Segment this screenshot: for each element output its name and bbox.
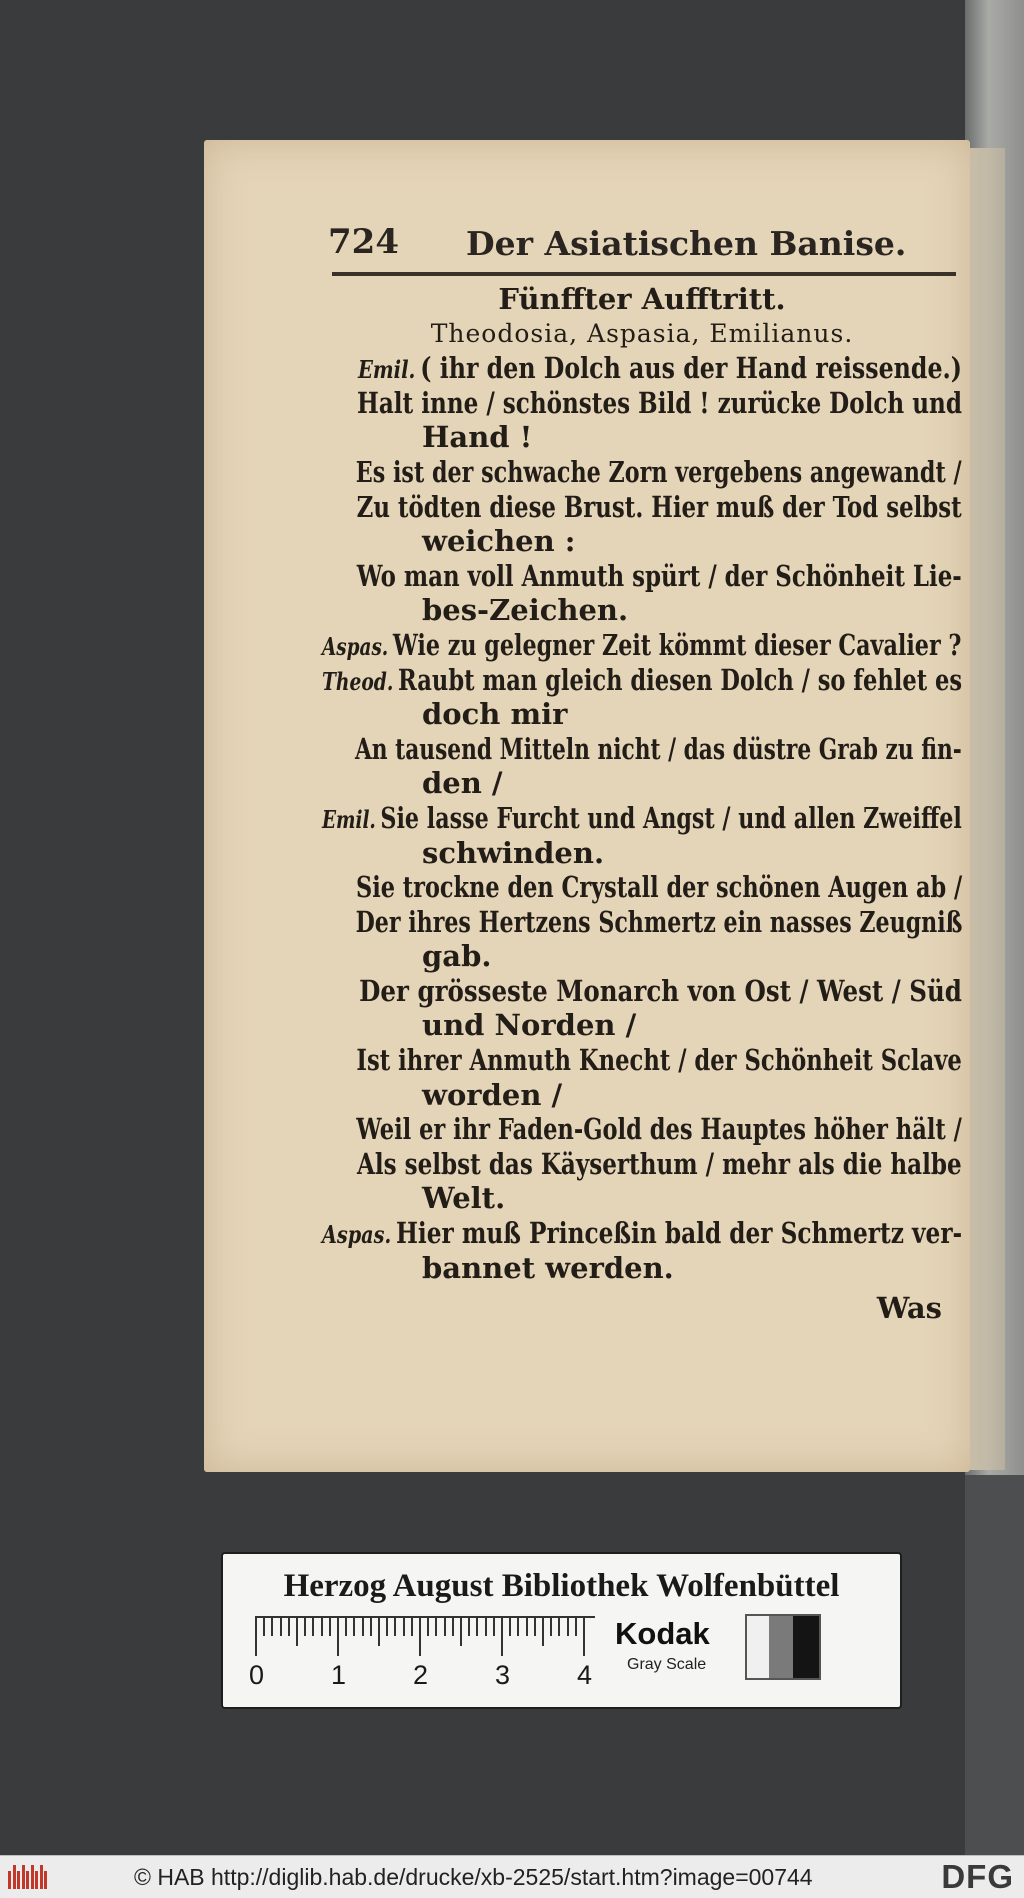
- barcode-bar: [22, 1865, 25, 1889]
- kodak-logo: Kodak: [615, 1616, 710, 1651]
- ruler-tick: [296, 1616, 298, 1646]
- ruler-tick: [526, 1616, 528, 1636]
- ruler-tick: [419, 1616, 421, 1656]
- line-text: doch mir: [422, 697, 568, 732]
- ruler-tick: [263, 1616, 265, 1636]
- line-text: Als selbst das Käyserthum / mehr als die halbe: [356, 1146, 962, 1181]
- text-line: [322, 1043, 962, 1078]
- ruler-tick: [575, 1616, 577, 1636]
- text-line: [322, 351, 963, 386]
- text-line: [322, 731, 962, 767]
- dialogue-lines: [322, 351, 962, 1285]
- ruler-tick: [271, 1616, 273, 1636]
- next-page-edge: [965, 148, 1005, 1470]
- ruler-tick: [345, 1616, 347, 1636]
- text-line: [322, 662, 963, 698]
- text-line: [322, 420, 962, 455]
- line-text: Sie lasse Furcht und Angst / und allen Zweiffel: [380, 800, 962, 835]
- color-calibration-card: [221, 1552, 902, 1709]
- barcode-bar: [44, 1871, 47, 1889]
- barcode-bar: [31, 1865, 34, 1889]
- scale-ruler: [255, 1616, 595, 1658]
- barcode-bar: [26, 1871, 29, 1889]
- line-text: Weil er ihr Faden-Gold des Hauptes höher hält /: [356, 1112, 962, 1147]
- ruler-tick: [321, 1616, 323, 1636]
- line-text: Wo man voll Anmuth spürt / der Schönheit Lie-: [356, 558, 962, 593]
- source-link[interactable]: © HAB http://diglib.hab.de/drucke/xb-2525/start.htm?image=00744: [134, 1864, 813, 1890]
- line-text: und Norden /: [422, 1008, 637, 1043]
- text-line: [322, 1181, 962, 1216]
- text-line: [322, 939, 962, 974]
- text-line: [322, 800, 962, 836]
- ruler-tick: [517, 1616, 519, 1636]
- ruler-tick: [403, 1616, 405, 1636]
- running-title: Der Asiatischen Banise.: [466, 224, 907, 263]
- character-list: Theodosia, Aspasia, Emilianus.: [430, 318, 854, 348]
- ruler-tick: [444, 1616, 446, 1636]
- ruler-tick: [435, 1616, 437, 1636]
- text-line: [322, 1146, 962, 1182]
- line-text: schwinden.: [422, 835, 605, 870]
- gray-scale-label: Gray Scale: [627, 1656, 707, 1673]
- ruler-tick: [476, 1616, 478, 1636]
- swatch-white: [747, 1616, 769, 1678]
- header-rule: [332, 272, 956, 276]
- ruler-tick: [460, 1616, 462, 1646]
- text-line: [322, 1078, 962, 1113]
- ruler-tick: [394, 1616, 396, 1636]
- line-text: Ist ihrer Anmuth Knecht / der Schönheit Sclave: [356, 1043, 962, 1078]
- barcode-bar: [35, 1871, 38, 1889]
- ruler-tick: [370, 1616, 372, 1636]
- text-line: [322, 489, 962, 525]
- running-head: [328, 222, 958, 266]
- ruler-tick: [567, 1616, 569, 1636]
- line-text: ( ihr den Dolch aus der Hand reissende.): [420, 351, 963, 386]
- ruler-tick: [550, 1616, 552, 1636]
- ruler-numbers: [249, 1660, 609, 1694]
- line-text: Der grösseste Monarch von Ost / West / Süd: [359, 973, 962, 1008]
- line-text: Welt.: [422, 1181, 506, 1216]
- speaker-name: Aspas.: [322, 631, 389, 661]
- ruler-tick: [255, 1616, 257, 1656]
- line-text: Raubt man gleich diesen Dolch / so fehlet es: [398, 662, 963, 697]
- line-text: gab.: [422, 939, 492, 974]
- ruler-tick: [542, 1616, 544, 1646]
- text-line: [322, 593, 962, 628]
- dfg-logo: DFG: [941, 1858, 1014, 1895]
- text-line: [322, 766, 962, 801]
- ruler-number: 2: [413, 1660, 429, 1690]
- page-text: [322, 282, 962, 1326]
- line-text: den /: [422, 766, 503, 801]
- line-text: Wie zu gelegner Zeit kömmt dieser Cavalier ?: [392, 627, 962, 662]
- ruler-tick: [353, 1616, 355, 1636]
- text-line: [322, 385, 962, 421]
- barcode-bar: [8, 1871, 11, 1889]
- ruler-tick: [558, 1616, 560, 1636]
- line-text: Es ist der schwache Zorn vergebens angewandt /: [355, 454, 962, 489]
- ruler-tick: [509, 1616, 511, 1636]
- text-line: [322, 627, 962, 663]
- ruler-tick: [329, 1616, 331, 1636]
- line-text: An tausend Mitteln nicht / das düstre Grab zu fin-: [354, 731, 962, 766]
- line-text: Zu tödten diese Brust. Hier muß der Tod selbst: [356, 489, 962, 524]
- line-text: Hand !: [422, 420, 533, 455]
- ruler-number: 4: [577, 1660, 593, 1690]
- text-line: [322, 558, 962, 594]
- text-line: [322, 870, 963, 905]
- line-text: Sie trockne den Crystall der schönen Augen ab /: [356, 870, 963, 905]
- line-text: bannet werden.: [422, 1250, 674, 1285]
- ruler-tick: [427, 1616, 429, 1636]
- ruler-tick: [534, 1616, 536, 1636]
- swatch-gray: [769, 1616, 793, 1678]
- ruler-tick: [304, 1616, 306, 1636]
- swatch-black: [793, 1616, 819, 1678]
- line-text: worden /: [422, 1077, 563, 1112]
- text-line: [322, 1216, 963, 1251]
- ruler-tick: [288, 1616, 290, 1636]
- adjacent-page-shadow: [965, 1475, 1024, 1855]
- page-number: 724: [328, 222, 399, 262]
- ruler-number: 3: [495, 1660, 511, 1690]
- library-name: Herzog August Bibliothek Wolfenbüttel: [283, 1568, 840, 1604]
- text-line: [322, 836, 962, 871]
- text-line: [322, 524, 962, 559]
- barcode-logo-icon: [8, 1865, 48, 1889]
- line-text: weichen :: [422, 524, 576, 559]
- ruler-tick: [583, 1616, 585, 1656]
- line-text: bes-Zeichen.: [422, 593, 629, 628]
- text-line: [322, 697, 962, 732]
- viewer-footer: [0, 1855, 1024, 1898]
- scene-heading: Fünffter Aufftritt.: [498, 282, 786, 316]
- ruler-tick: [468, 1616, 470, 1636]
- text-line: [322, 1251, 962, 1286]
- ruler-tick: [411, 1616, 413, 1636]
- barcode-bar: [13, 1865, 16, 1889]
- ruler-tick: [452, 1616, 454, 1636]
- ruler-tick: [337, 1616, 339, 1656]
- gray-swatches: [745, 1614, 821, 1680]
- barcode-bar: [17, 1871, 20, 1889]
- line-text: Halt inne / schönstes Bild ! zurücke Dolch und: [357, 385, 962, 420]
- text-line: [322, 904, 963, 940]
- ruler-tick: [312, 1616, 314, 1636]
- speaker-name: Emil.: [322, 804, 376, 834]
- speaker-name: Aspas.: [322, 1220, 392, 1250]
- line-text: Der ihres Hertzens Schmertz ein nasses Zeugniß: [355, 904, 963, 939]
- speaker-name: Theod.: [322, 666, 394, 696]
- ruler-tick: [485, 1616, 487, 1636]
- line-text: Hier muß Princeßin bald der Schmertz ver-: [395, 1216, 963, 1251]
- ruler-number: 1: [331, 1660, 347, 1690]
- ruler-tick: [362, 1616, 364, 1636]
- text-line: [322, 1112, 962, 1147]
- ruler-tick: [501, 1616, 503, 1656]
- speaker-name: Emil.: [357, 355, 416, 385]
- text-line: [322, 454, 962, 490]
- ruler-tick: [493, 1616, 495, 1636]
- barcode-bar: [40, 1865, 43, 1889]
- text-line: [322, 973, 962, 1009]
- text-line: [322, 1008, 962, 1043]
- ruler-number: 0: [249, 1660, 265, 1690]
- ruler-tick: [386, 1616, 388, 1636]
- catchword: Was: [876, 1291, 942, 1326]
- ruler-tick: [280, 1616, 282, 1636]
- ruler-tick: [378, 1616, 380, 1646]
